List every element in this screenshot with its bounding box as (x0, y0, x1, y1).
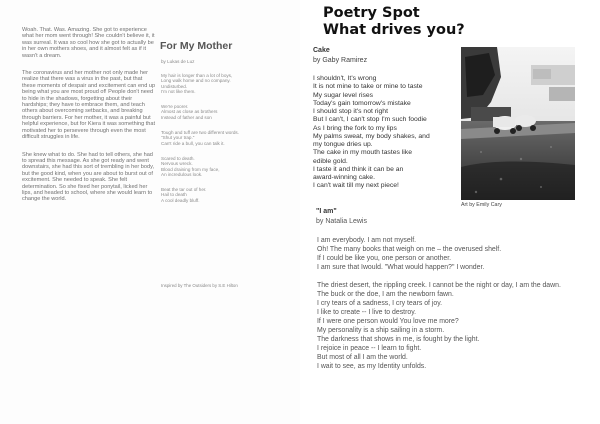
poem-line: I shouldn't, It's wrong (313, 75, 377, 82)
poem-stanza (161, 187, 291, 203)
poem-line: But most of all I am the world. (317, 354, 408, 361)
poem-line: If I were one person would You love me more? (317, 318, 459, 325)
poem-line: Undisturbed. (161, 83, 188, 89)
poem-line: my tongue dries up. (313, 141, 373, 148)
story-paragraph: She knew what to do. She had to tell others, she had to spread this message. As she got ready and went downstairs, she had this sort of trembling in her body, but the good kind, when you are about to burst out of excitement. She needed to speak. She felt determination. So she fixed her ponytail, licked her lips, and headed to school, where she would learn to change the world. (22, 151, 155, 203)
poem-line: The buck or the doe, I am the newborn fawn. (317, 291, 454, 298)
poem-line: But I can't, I can't stop I'm such foodie (313, 116, 427, 124)
poem-line: "Shut your trap." (161, 135, 195, 141)
poem-title-cake: Cake (313, 47, 330, 54)
poem-line: I rejoice in peace -- I learn to fight. (317, 345, 422, 352)
poem-line: The driest desert, the rippling creek. I cannot be the night or day, I am the dawn. (317, 282, 561, 289)
poem-line: Long walk home and no company. (161, 78, 231, 84)
poem-line: If I could be like you, one person or another. (317, 255, 452, 262)
poem-line: An incredulous look. (161, 171, 203, 177)
poem-line: My personality is a ship sailing in a storm. (317, 327, 445, 334)
poem-line: Scared to death. (161, 155, 195, 161)
poem-line: As I bring the fork to my lips (313, 124, 397, 132)
poem-author-cake: by Gaby Ramirez (313, 57, 368, 64)
poem-stanza (317, 281, 589, 371)
poem-line: My palms sweat, my body shakes, and (313, 132, 430, 140)
poem-line: The cake in my mouth tastes like (313, 149, 412, 157)
poem-line: I cry tears of a sadness, I cry tears of joy. (317, 300, 443, 307)
poem-body-for-my-mother (161, 73, 291, 213)
poem-title-for-my-mother: For My Mother (160, 40, 233, 52)
section-title: Poetry Spot (323, 5, 420, 21)
story-text (22, 27, 157, 214)
poem-stanza (161, 104, 291, 120)
poem-line: It is not mine to take or mine to taste (313, 83, 423, 91)
poem-stanza (317, 236, 589, 272)
poem-line: edible gold. (313, 157, 348, 165)
poem-line: My sugar level rises (313, 91, 374, 99)
story-paragraph: The coronavirus and her mother not only made her realize that there was a virus in the past, but that these moments of despair and excitement can end up being what you are most proud of! People don't need to hide in the shadows, forgetting about their hardships; they have to embrace them, and teach others about overcoming setbacks, and breaking through barriers. For her mother, it was a painful but helpful experience, but for Kiera it was something that motivated her to persevere through even the most difficult struggles in life. (22, 70, 156, 141)
poem-line: I am everybody. I am not myself. (317, 237, 417, 244)
poem-line: Almost as close as brothers (161, 109, 218, 115)
section-subtitle: What drives you? (323, 22, 465, 38)
section-header (323, 5, 465, 39)
poem-stanza (161, 73, 291, 94)
poem-line: A cool deadly bluff. (161, 197, 200, 203)
poem-line: Oh! The many books that weigh on me – the overused shelf. (317, 246, 502, 253)
poem-body-cake (313, 75, 463, 191)
poem-line: Nervous wreck. (161, 161, 193, 167)
skate-shoes-photo (461, 47, 575, 200)
poem-line: I wait to see, as my Identity unfolds. (317, 363, 427, 370)
poem-line: The darkness that shows in me, is fought by the light. (317, 336, 480, 343)
poem-line: I taste it and think it can be an (313, 165, 404, 173)
poem-line: My hair is longer than a lot of boys, (161, 73, 233, 78)
poem-line: Instead of father and son (161, 114, 212, 120)
poem-line: Blood draining from my face, (161, 166, 220, 172)
poem-line: Beat the tar out of her. (161, 187, 207, 193)
poem-line: Tough and tuff are two different words. (161, 130, 239, 136)
poem-body-i-am (317, 236, 589, 380)
poem-stanza (161, 156, 291, 177)
poem-stanza (161, 130, 291, 146)
poem-line: I can't wait till my next piece! (313, 182, 399, 190)
poem-line: award-winning cake. (313, 174, 375, 181)
photo-credit: Art by Emily Cary (461, 202, 502, 208)
poem-line: I am sure that Iwould. "What would happen?" I wonder. (317, 264, 485, 271)
poem-title-i-am: "I am" (316, 208, 337, 215)
poem-line: We're poorer. (161, 104, 189, 110)
story-paragraph: Woah. That. Was. Amazing. She got to experience what her mom went through! She couldn't believe it, it was surreal. It was so cool how she got to actually be in her own mothers shoes, and it almost felt as if it wasn't a dream. (22, 27, 155, 59)
poem-inspiration-credit: Inspired by The Outsiders by S.E Hilton (161, 283, 238, 288)
poem-line: I like to create -- I live to destroy. (317, 309, 417, 316)
poem-line: Hail to death (161, 192, 187, 198)
poem-line: I'm not like them. (161, 88, 196, 94)
poem-line: I should stop it's not right (313, 108, 388, 115)
poem-line: Today's gain tomorrow's mistake (313, 99, 411, 107)
poem-author-i-am: by Natalia Lewis (316, 218, 367, 225)
poem-author-for-my-mother: by Lukas de Luz (161, 59, 195, 64)
poem-line: Can't ride a bull, you can talk it. (161, 140, 225, 146)
